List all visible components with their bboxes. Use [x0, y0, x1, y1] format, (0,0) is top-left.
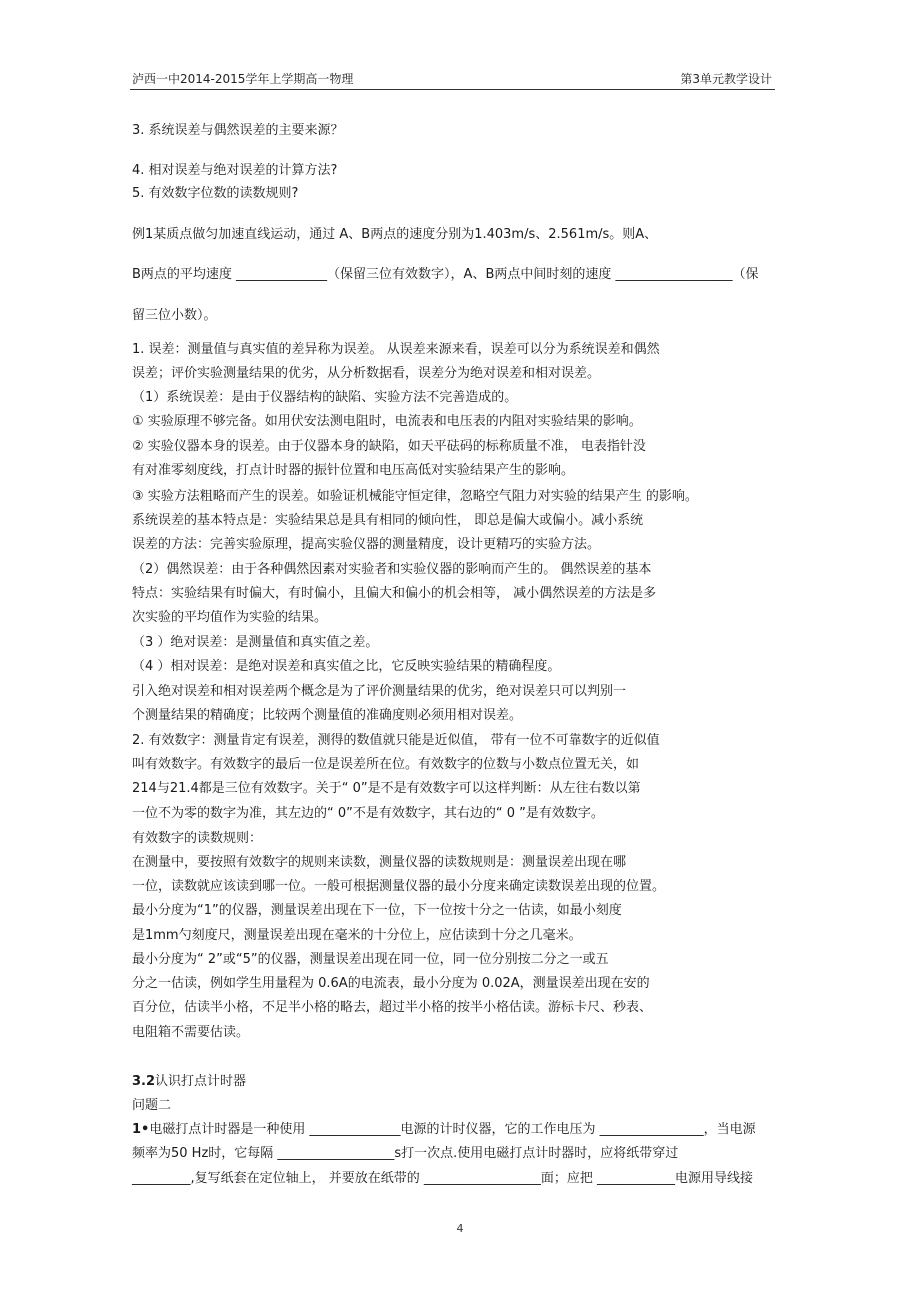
- body-line: 系统误差的基本特点是：实验结果总是具有相同的倾向性， 即总是偏大或偏小。减小系统: [132, 513, 644, 528]
- page-number: 4: [456, 1222, 464, 1235]
- body-line: （4 ）相对误差：是绝对误差和真实值之比，它反映实验结果的精确程度。: [132, 659, 561, 674]
- body-line: 个测量结果的精确度；比较两个测量值的准确度则必须用相对误差。: [132, 708, 523, 723]
- body-line: 是1mm勺刻度尺，测量误差出现在毫米的十分位上，应估读到十分之几毫米。: [132, 928, 582, 943]
- question-line-3: 3. 系统误差与偶然误差的主要来源？: [132, 123, 344, 138]
- body-line: 误差的方法：完善实验原理，提高实验仪器的测量精度，设计更精巧的实验方法。: [132, 537, 601, 552]
- body-line: 误差；评价实验测量结果的优劣，从分析数据看，误差分为绝对误差和相对误差。: [132, 366, 601, 381]
- fill-blank-line: 频率为50 Hz时，它每隔 __________________s打一次点.使用电磁打点计时器时，应将纸带穿过: [132, 1146, 679, 1161]
- body-line: （3 ）绝对误差：是测量值和真实值之差。: [132, 635, 379, 650]
- body-line: 百分位，估读半小格，不足半小格的略去，超过半小格的按半小格估读。游标卡尺、秒表、: [132, 1000, 653, 1015]
- example-line: 例1某质点做匀加速直线运动，通过 A、B两点的速度分别为1.403m/s、2.561m/s。则A、: [132, 227, 658, 242]
- example-line: B两点的平均速度 ______________（保留三位有效数字），A、B两点中间时刻的速度 __________________（保: [132, 267, 759, 282]
- body-line: 2. 有效数字：测量肯定有误差，测得的数值就只能是近似值， 带有一位不可靠数字的近似值: [132, 733, 660, 748]
- body-line: ① 实验原理不够完备。如用伏安法测电阻时，电流表和电压表的内阻对实验结果的影响。: [132, 414, 642, 429]
- body-line: 叫有效数字。有效数字的最后一位是误差所在位。有效数字的位数与小数点位置无关，如: [132, 757, 640, 772]
- section-number: 3.2: [132, 1074, 156, 1089]
- body-line: ③ 实验方法粗略而产生的误差。如验证机械能守恒定律，忽略空气阻力对实验的结果产生 的影响。: [132, 489, 698, 504]
- body-line: 电阻箱不需要估读。: [132, 1025, 250, 1040]
- fill-blank-line: _________,复写纸套在定位轴上， 并要放在纸带的 __________________面；应把 ____________电源用导线接: [132, 1171, 754, 1186]
- body-line: 分之一估读，例如学生用量程为 0.6A的电流表，最小分度为 0.02A，测量误差出现在安的: [132, 976, 650, 991]
- body-line: 次实验的平均值作为实验的结果。: [132, 610, 328, 625]
- header-left: 泸西一中2014-2015学年上学期高一物理: [132, 72, 354, 86]
- body-line: 1. 误差：测量值与真实值的差异称为误差。 从误差来源来看，误差可以分为系统误差和偶然: [132, 342, 660, 357]
- body-line: 特点：实验结果有时偏大，有时偏小，且偏大和偏小的机会相等， 减小偶然误差的方法是多: [132, 586, 657, 601]
- body-line: 一位，读数就应该读到哪一位。一般可根据测量仪器的最小分度来确定读数误差出现的位置。: [132, 879, 666, 894]
- body-line: 有效数字的读数规则：: [132, 831, 263, 846]
- question-line-5: 5. 有效数字位数的读数规则?: [132, 186, 299, 201]
- body-line: 在测量中，要按照有效数字的规则来读数，测量仪器的读数规则是：测量误差出现在哪: [132, 855, 627, 870]
- body-line: （1）系统误差：是由于仪器结构的缺陷、实验方法不完善造成的。: [132, 390, 518, 405]
- body-line: 一位不为零的数字为准，其左边的“ 0”不是有效数字，其右边的“ 0 ”是有效数字。: [132, 806, 604, 821]
- example-line: 留三位小数）。: [132, 308, 217, 323]
- body-line: 引入绝对误差和相对误差两个概念是为了评价测量结果的优劣，绝对误差只可以判别一: [132, 684, 627, 699]
- header-rule: [130, 89, 775, 90]
- body-line: 最小分度为“1”的仪器，测量误差出现在下一位，下一位按十分之一估读，如最小刻度: [132, 903, 622, 918]
- section-heading: 3.2认识打点计时器: [132, 1074, 247, 1089]
- body-line: 214与21.4都是三位有效数字。关于“ 0”是不是有效数字可以这样判断：从左往右数以第: [132, 781, 641, 796]
- body-line: 有对准零刻度线，打点计时器的振针位置和电压高低对实验结果产生的影响。: [132, 463, 575, 478]
- fill-blank-line: 1•电磁打点计时器是一种使用 ______________电源的计时仪器，它的工作电压为 ________________，当电源: [132, 1122, 756, 1137]
- body-line: （2）偶然误差：由于各种偶然因素对实验者和实验仪器的影响而产生的。 偶然误差的基本: [132, 562, 652, 577]
- question-heading: 问题二: [132, 1098, 172, 1113]
- body-line: 最小分度为“ 2”或“5”的仪器，测量误差出现在同一位，同一位分别按二分之一或五: [132, 952, 609, 967]
- header-right: 第3单元教学设计: [680, 72, 772, 86]
- question-line-4: 4. 相对误差与绝对误差的计算方法?: [132, 163, 338, 178]
- body-line: ② 实验仪器本身的误差。由于仪器本身的缺陷，如天平砝码的标称质量不准， 电表指针没: [132, 439, 646, 454]
- item-number: 1•: [132, 1122, 150, 1137]
